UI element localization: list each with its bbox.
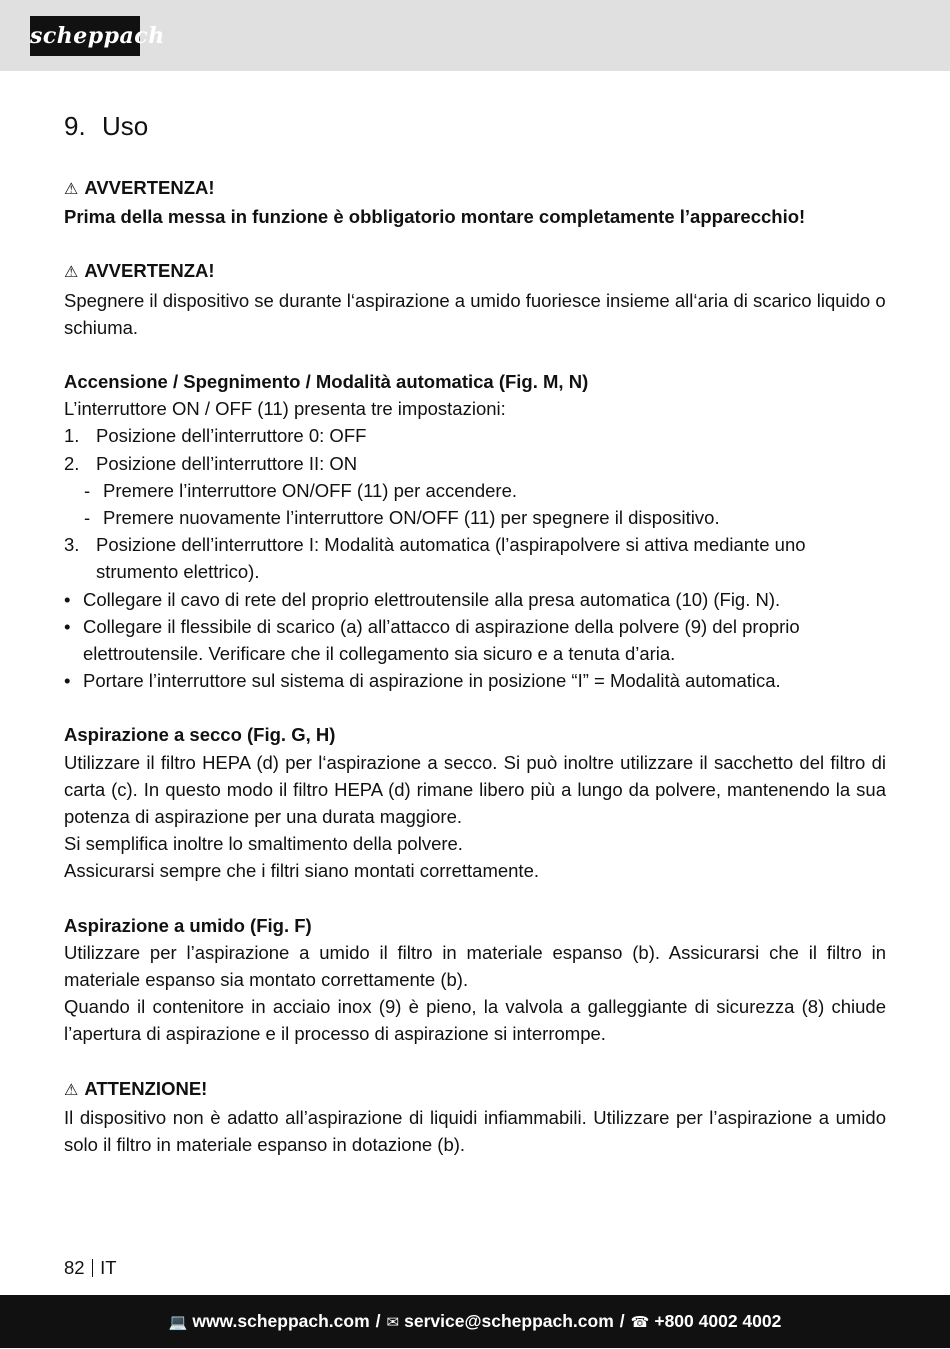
list-item [64, 422, 886, 449]
footer-email[interactable]: service@scheppach.com [404, 1311, 614, 1331]
subheading-dry: Aspirazione a secco (Fig. G, H) [64, 724, 336, 746]
bullet-mark: • [64, 615, 71, 637]
warning-triangle-icon: ⚠ [64, 181, 79, 198]
warning-text: Prima della messa in funzione è obbligatorio montare completamente l’apparecchio! [64, 206, 806, 228]
warning-triangle-icon: ⚠ [64, 1081, 79, 1099]
list-text: Posizione dell’interruttore 0: OFF [96, 425, 367, 447]
switching-intro: L’interruttore ON / OFF (11) presenta tre impostazioni: [64, 398, 506, 420]
dash-text: Premere nuovamente l’interruttore ON/OFF (11) per spegnere il dispositivo. [103, 507, 720, 529]
subheading-wet: Aspirazione a umido (Fig. F) [64, 914, 312, 936]
page-separator [92, 1259, 94, 1277]
bullet-mark: • [64, 670, 71, 692]
computer-icon: 💻 [168, 1314, 188, 1331]
caution-label: ATTENZIONE! [84, 1077, 208, 1099]
list-text: Posizione dell’interruttore I: Modalità automatica (l’aspirapolvere si attiva mediante uno strumento elettrico). [96, 534, 806, 583]
bullet-item [64, 613, 886, 667]
list-number: 2. [64, 452, 80, 474]
warning-block-1 [64, 174, 886, 203]
warning-label: AVVERTENZA! [84, 260, 215, 282]
list-item [64, 450, 886, 477]
page-language: IT [100, 1257, 117, 1278]
footer-separator: / [375, 1311, 381, 1331]
mail-icon: ✉ [386, 1314, 400, 1331]
phone-icon: ☎ [630, 1314, 650, 1331]
caution-block [64, 1075, 886, 1104]
dash-mark: - [84, 507, 91, 529]
page-number-value: 82 [64, 1257, 85, 1278]
dash-item [64, 477, 886, 504]
list-text: Posizione dell’interruttore II: ON [96, 452, 358, 474]
section-heading [64, 108, 886, 144]
warning-label: AVVERTENZA! [84, 177, 215, 198]
dry-paragraph: Si semplifica inoltre lo smaltimento della polvere. [64, 833, 463, 855]
bullet-item [64, 586, 886, 613]
dash-item [64, 504, 886, 531]
dry-paragraph: Assicurarsi sempre che i filtri siano montati correttamente. [64, 860, 540, 882]
warning-text: Spegnere il dispositivo se durante l‘aspirazione a umido fuoriesce insieme all‘aria di scarico liquido o schiuma. [64, 289, 886, 338]
bullet-item [64, 667, 886, 694]
page-number [64, 1256, 117, 1280]
section-title: Uso [102, 111, 149, 141]
bullet-mark: • [64, 588, 71, 610]
caution-text: Il dispositivo non è adatto all’aspirazione di liquidi infiammabili. Utilizzare per l’aspirazione a umido solo il filtro in materiale espanso in dotazione (b). [64, 1106, 886, 1156]
list-number: 3. [64, 534, 80, 556]
dry-paragraph: Utilizzare il filtro HEPA (d) per l‘aspirazione a secco. Si può inoltre utilizzare il sacchetto del filtro di carta (c). In questo modo il filtro HEPA (d) rimane libero più a lungo da polvere, mantenendo la sua potenza di aspirazione per una durata maggiore. [64, 751, 886, 828]
bullet-text: Collegare il flessibile di scarico (a) all’attacco di aspirazione della polvere (9) del proprio elettroutensile. Verificare che il collegamento sia sicuro e a tenuta d’aria. [83, 615, 800, 665]
list-number: 1. [64, 425, 80, 447]
wet-paragraph: Utilizzare per l’aspirazione a umido il filtro in materiale espanso (b). Assicurarsi che il filtro in materiale espanso sia montato correttamente (b). [64, 941, 886, 991]
bullet-text: Portare l’interruttore sul sistema di aspirazione in posizione “I” = Modalità automatica. [83, 670, 781, 692]
page-header [0, 0, 950, 71]
page-content [64, 108, 886, 1158]
brand-logo: scheppach [30, 16, 140, 56]
list-item [64, 531, 886, 585]
section-number: 9. [64, 111, 86, 141]
page-footer [0, 1295, 950, 1348]
footer-phone[interactable]: +800 4002 4002 [654, 1311, 782, 1331]
dash-mark: - [84, 479, 91, 501]
bullet-text: Collegare il cavo di rete del proprio elettroutensile alla presa automatica (10) (Fig. N). [83, 588, 781, 610]
footer-separator: / [619, 1311, 625, 1331]
warning-block-2 [64, 257, 886, 286]
subheading-switching: Accensione / Spegnimento / Modalità automatica (Fig. M, N) [64, 371, 589, 393]
dash-text: Premere l’interruttore ON/OFF (11) per accendere. [103, 479, 517, 501]
warning-triangle-icon: ⚠ [64, 264, 79, 282]
footer-website[interactable]: www.scheppach.com [192, 1311, 370, 1331]
wet-paragraph: Quando il contenitore in acciaio inox (9) è pieno, la valvola a galleggiante di sicurezza (8) chiude l’apertura di aspirazione e il processo di aspirazione si interrompe. [64, 996, 886, 1045]
